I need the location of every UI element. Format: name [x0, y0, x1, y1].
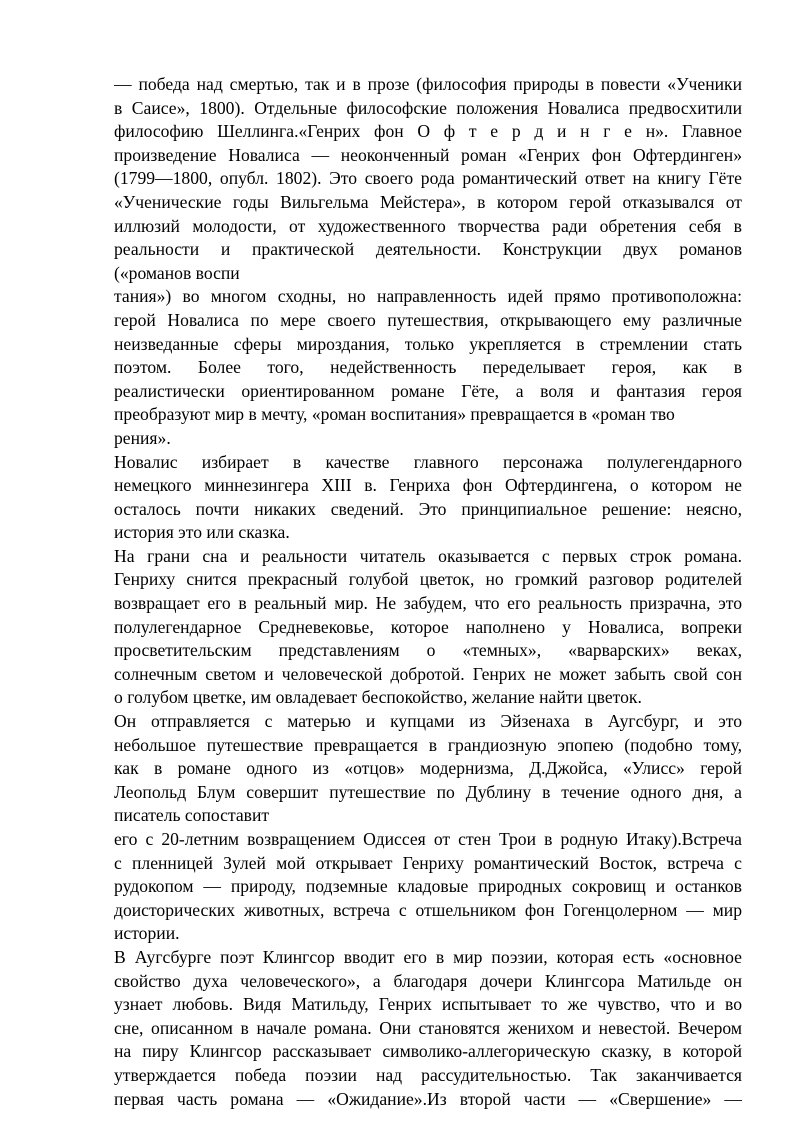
text-line: (1799—1800, опубл. 1802). Это своего рода романтический ответ на книгу Гёте — [114, 168, 742, 189]
text-line: («романов воспи — [114, 262, 240, 283]
text-line: На грани сна и реальности читатель оказывается с первых строк романа. — [114, 545, 742, 566]
text-line: рения». — [114, 427, 171, 448]
text-line: полулегендарное Средневековье, которое наполнено у Новалиса, вопреки — [114, 616, 742, 637]
text-line: писатель сопоставит — [114, 805, 270, 826]
text-line: осталось почти никаких сведений. Это принципиальное решение: неясно, — [114, 498, 742, 519]
text-line: неизведанные сферы мироздания, только укрепляется в стремлении стать — [114, 333, 742, 354]
text-line: просветительским представлениям о «темных», «варварских» веках, — [114, 640, 742, 661]
text-line: Генриху снится прекрасный голубой цветок, но громкий разговор родителей — [114, 569, 742, 590]
text-line: философию Шеллинга.«Генрих фон О ф т е р д и н г е н». Главное — [114, 121, 742, 142]
text-line: произведение Новалиса — неоконченный роман «Генрих фон Офтердинген» — [114, 144, 742, 165]
text-line: поэтом. Более того, недейственность переделывает героя, как в — [114, 357, 742, 378]
text-line: сне, описанном в начале романа. Они становятся женихом и невестой. Вечером — [114, 1017, 742, 1038]
text-line: узнает любовь. Видя Матильду, Генрих испытывает то же чувство, что и во — [114, 994, 742, 1015]
text-line: «Ученические годы Вильгельма Мейстера», в котором герой отказывался от — [114, 191, 742, 212]
text-line: свойство духа человеческого», а благодаря дочери Клингсора Матильде он — [114, 970, 742, 991]
text-line: немецкого миннезингера XIII в. Генриха фон Офтердингена, о котором не — [114, 475, 742, 496]
text-line: реальности и практической деятельности. Конструкции двух романов — [114, 239, 742, 260]
text-line: о голубом цветке, им овладевает беспокойство, желание найти цветок. — [114, 687, 642, 708]
text-line: Он отправляется с матерью и купцами из Эйзенаха в Аугсбург, и это — [114, 711, 742, 732]
text-line: история это или сказка. — [114, 522, 290, 543]
text-line: доисторических животных, встреча с отшельником фон Гогенцолерном — мир — [114, 899, 742, 920]
text-line: в Саисе», 1800). Отдельные философские положения Новалиса предвосхитили — [114, 97, 742, 118]
text-line: его с 20-летним возвращением Одиссея от стен Трои в родную Итаку).Встреча — [114, 829, 742, 849]
text-line: возвращает его в реальный мир. Не забудем, что его реальность призрачна, это — [114, 593, 742, 614]
text-line: Новалис избирает в качестве главного персонажа полулегендарного — [114, 451, 742, 472]
text-line: как в романе одного из «отцов» модернизма, Д.Джойса, «Улисс» герой — [114, 758, 742, 779]
text-line: герой Новалиса по мере своего путешествия, открывающего ему различные — [114, 309, 742, 330]
text-line: преобразуют мир в мечту, «роман воспитания» превращается в «роман тво — [114, 404, 675, 425]
text-line: небольшое путешествие превращается в грандиозную эпопею (подобно тому, — [114, 734, 742, 755]
text-line: В Аугсбурге поэт Клингсор вводит его в мир поэзии, которая есть «основное — [114, 946, 742, 967]
text-line: утверждается победа поэзии над рассудительностью. Так заканчивается — [114, 1064, 742, 1085]
text-line: иллюзий молодости, от художественного творчества ради обретения себя в — [114, 215, 742, 236]
text-line: на пиру Клингсор рассказывает символико-аллегорическую сказку, в которой — [114, 1041, 742, 1062]
document-page — [114, 73, 742, 1111]
text-line: Леопольд Блум совершит путешествие по Дублину в течение одного дня, а — [114, 781, 742, 802]
text-line: с пленницей Зулей мой открывает Генриху романтический Восток, встреча с — [114, 852, 742, 873]
text-line: первая часть романа — «Ожидание».Из второй части — «Свершение» — — [114, 1088, 742, 1109]
text-line: — победа над смертью, так и в прозе (философия природы в повести «Ученики — [114, 74, 742, 94]
text-line: реалистически ориентированном романе Гёте, а воля и фантазия героя — [114, 380, 742, 401]
text-line: солнечным светом и человеческой добротой. Генрих не может забыть свой сон — [114, 663, 742, 684]
text-line: рудокопом — природу, подземные кладовые природных сокровищ и останков — [114, 876, 742, 897]
text-line: истории. — [114, 923, 180, 944]
text-line: тания») во многом сходны, но направленность идей прямо противоположна: — [114, 286, 742, 307]
